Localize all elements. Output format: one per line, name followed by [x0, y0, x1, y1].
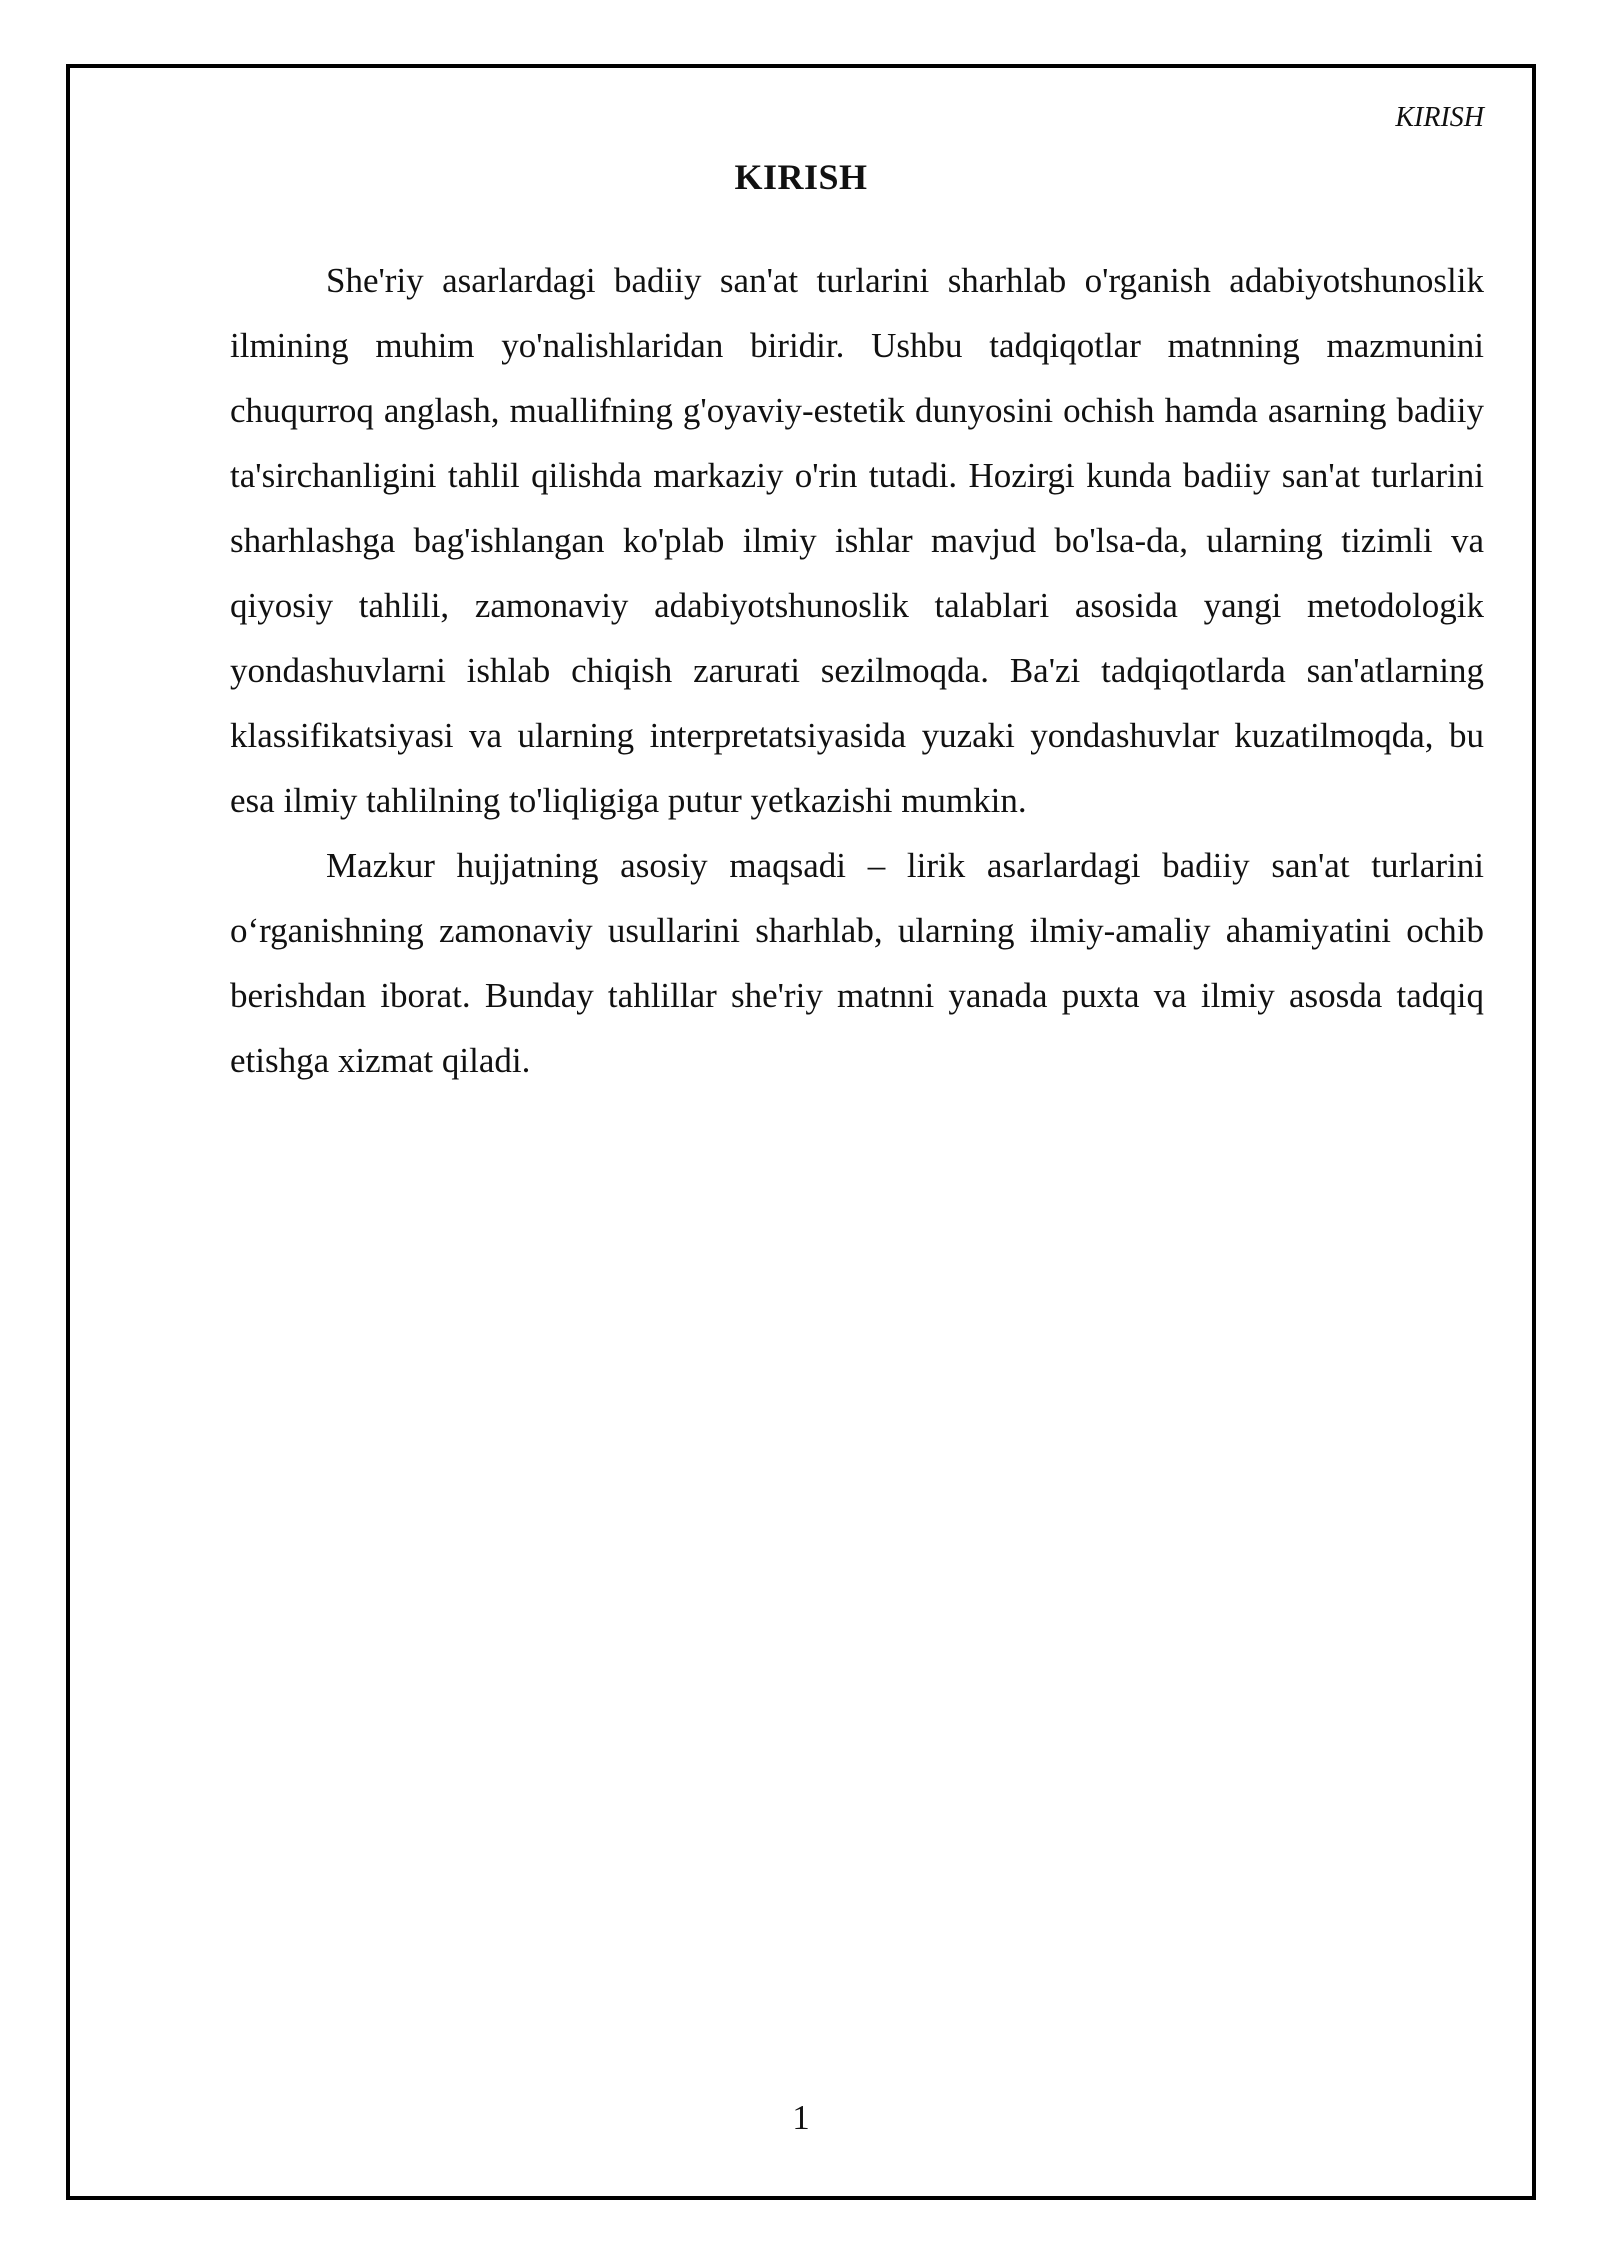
body-text: [230, 248, 1484, 1093]
paragraph: Mazkur hujjatning asosiy maqsadi – lirik asarlardagi badiiy san'at turlarini o‘rganishning zamonaviy usullarini sharhlab, ularning ilmiy-amaliy ahamiyatini ochib berishdan iborat. Bunday tahlillar she'riy matnni yanada puxta va ilmiy asosda tadqiq etishga xizmat qiladi.: [230, 846, 1484, 1080]
page-number: 1: [792, 2098, 810, 2137]
chapter-title: KIRISH: [734, 157, 868, 197]
running-header: KIRISH: [1395, 102, 1484, 133]
paragraph: She'riy asarlardagi badiiy san'at turlarini sharhlab o'rganish adabiyotshunoslik ilmining muhim yo'nalishlaridan biridir. Ushbu tadqiqotlar matnning mazmunini chuqurroq anglash, muallifning g'oyaviy-estetik dunyosini ochish hamda asarning badiiy ta'sirchanligini tahlil qilishda markaziy o'rin tutadi. Hozirgi kunda badiiy san'at turlarini sharhlashga bag'ishlangan ko'plab ilmiy ishlar mavjud bo'lsa-da, ularning tizimli va qiyosiy tahlili, zamonaviy adabiyotshunoslik talablari asosida yangi metodologik yondashuvlarni ishlab chiqish zarurati sezilmoqda. Ba'zi tadqiqotlarda san'atlarning klassifikatsiyasi va ularning interpretatsiyasida yuzaki yondashuvlar kuzatilmoqda, bu esa ilmiy tahlilning to'liqligiga putur yetkazishi mumkin.: [230, 261, 1484, 820]
page-frame: [66, 64, 1536, 2200]
